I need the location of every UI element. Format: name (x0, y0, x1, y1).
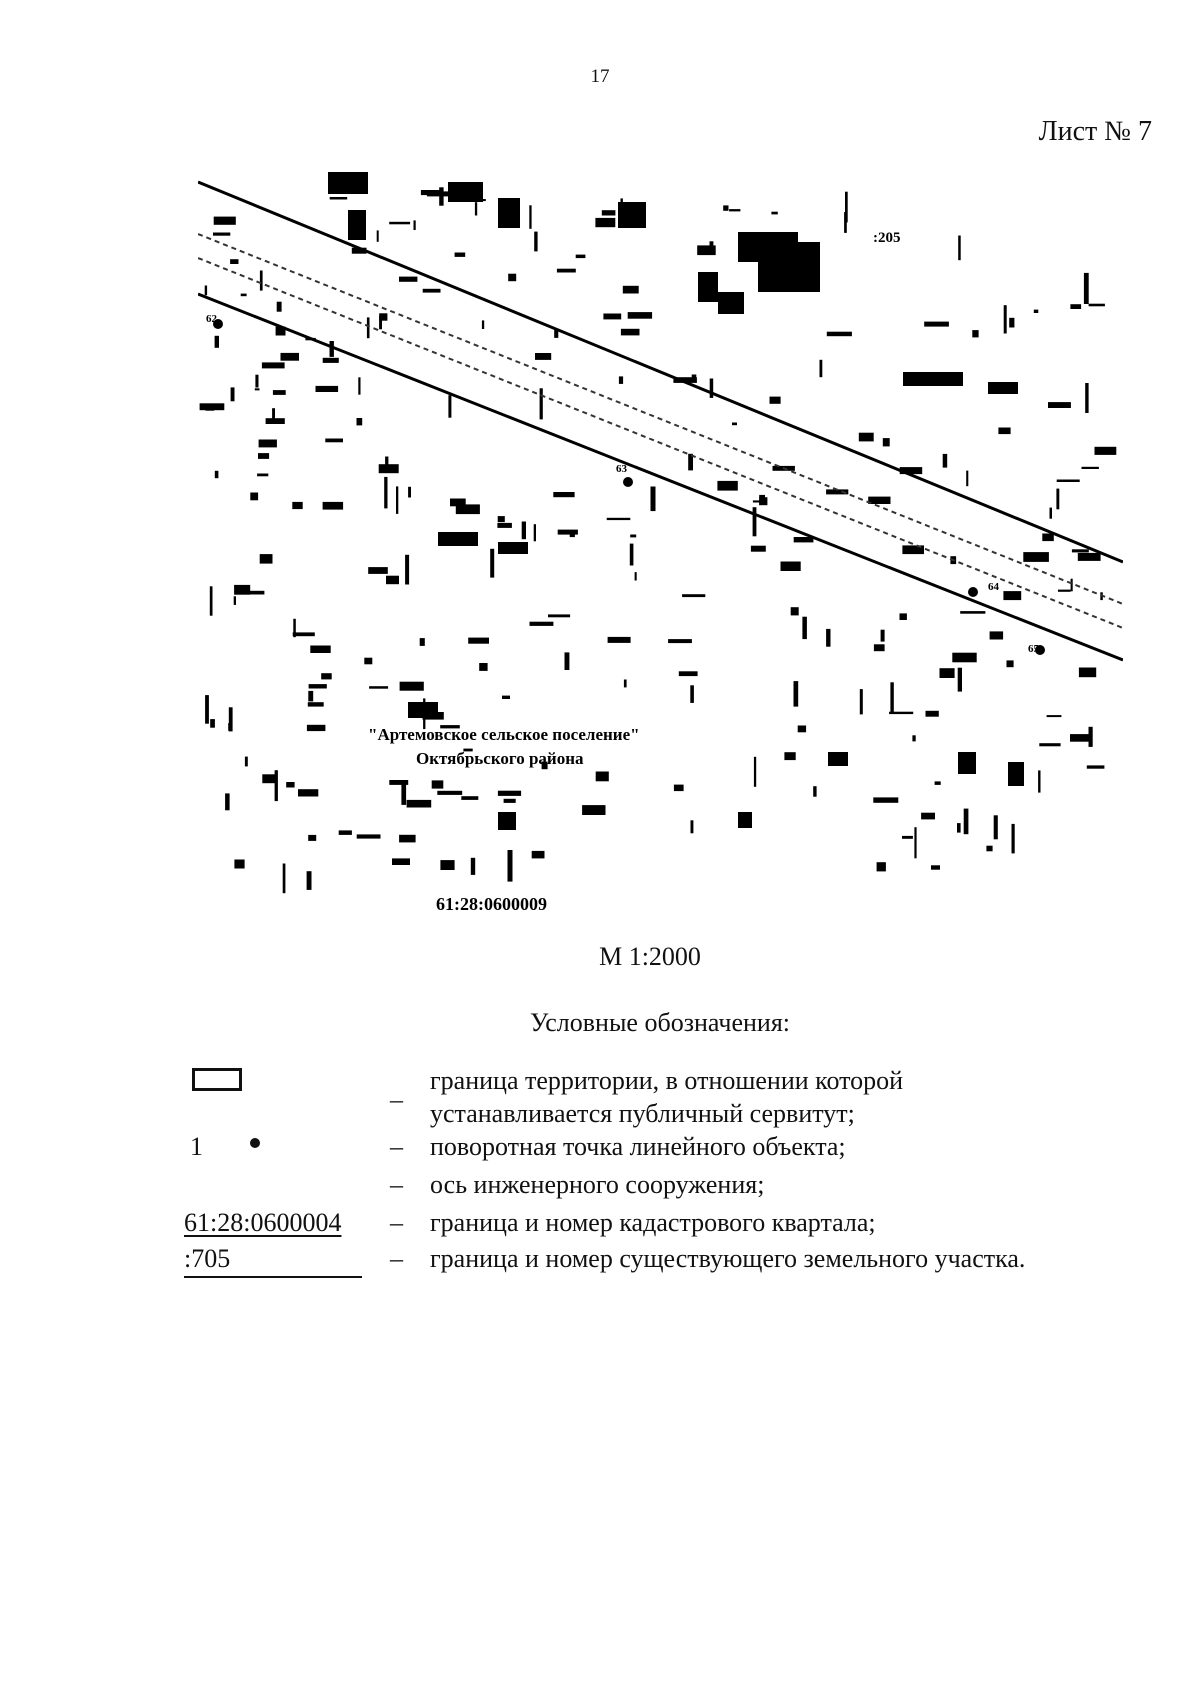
map-feature (364, 658, 372, 665)
legend-item-land-parcel (184, 1242, 1144, 1278)
map-feature (530, 622, 554, 626)
map-feature (323, 502, 344, 510)
map-feature (582, 805, 605, 815)
map-feature (960, 611, 985, 614)
map-feature (966, 471, 968, 487)
map-feature (1082, 467, 1099, 469)
map-feature (389, 780, 408, 785)
map-feature (259, 440, 277, 448)
map-feature (1087, 765, 1105, 768)
map-feature (844, 212, 847, 233)
map-feature (994, 815, 998, 839)
map-feature (245, 757, 248, 767)
servitude-boundary-symbol (184, 1064, 364, 1099)
map-building (328, 172, 368, 194)
quarter-number: 61:28:0600009 (436, 894, 547, 914)
map-feature (272, 408, 275, 423)
map-feature (998, 428, 1010, 435)
map-feature (214, 217, 236, 225)
legend-dash: – (390, 1132, 403, 1161)
map-feature (943, 454, 948, 468)
map-building (348, 210, 366, 240)
map-feature (213, 233, 230, 236)
map-feature (1048, 402, 1071, 408)
map-feature (820, 360, 823, 377)
map-feature (498, 791, 521, 796)
quarter-number-symbol: 61:28:0600004 (184, 1208, 342, 1237)
map-feature (1058, 590, 1071, 592)
map-feature (482, 320, 484, 329)
map-feature (532, 851, 545, 859)
map-feature (958, 236, 961, 261)
map-feature (497, 523, 512, 528)
legend-item-engineering-axis (184, 1168, 1144, 1206)
map-feature (396, 486, 398, 514)
map-feature (330, 197, 348, 200)
map-feature (827, 332, 852, 337)
map-feature (210, 586, 213, 615)
map-feature (307, 725, 326, 731)
map-feature (1012, 824, 1015, 854)
map-feature (234, 596, 236, 605)
map-feature (534, 524, 536, 541)
map-feature (399, 835, 416, 843)
map-feature (635, 572, 637, 580)
legend-title: Условные обозначения: (529, 1008, 791, 1037)
page-number: 17 (590, 66, 610, 87)
map-feature (384, 477, 387, 509)
map-feature (990, 631, 1004, 639)
map-feature (868, 497, 890, 504)
point-dot-icon (250, 1138, 260, 1148)
map-feature (205, 286, 207, 296)
map-building (498, 542, 528, 554)
map-feature (432, 780, 444, 788)
map-building (438, 532, 478, 546)
legend-text: устанавливается публичный сервитут; (430, 1099, 855, 1128)
map-feature (358, 377, 360, 394)
map-feature (794, 681, 799, 707)
map-feature (548, 614, 570, 617)
map-feature (874, 644, 885, 651)
map-feature (759, 497, 767, 505)
map-building (448, 182, 483, 202)
map-feature (379, 313, 387, 320)
map-feature (972, 330, 978, 337)
map-feature (367, 317, 370, 338)
map-feature (1047, 715, 1062, 717)
turning-points (206, 313, 1045, 655)
rectangle-symbol-icon (192, 1068, 242, 1091)
map-feature (914, 827, 916, 858)
map-feature (1078, 553, 1101, 561)
map-feature (215, 336, 219, 348)
map-feature (369, 686, 388, 689)
map-feature (273, 390, 286, 395)
map-feature (368, 567, 388, 574)
cadastral-map (198, 172, 1123, 952)
map-feature (389, 222, 410, 225)
map-feature (255, 375, 258, 388)
map-feature (1095, 447, 1117, 455)
map-feature (890, 682, 893, 712)
map-feature (1003, 591, 1021, 600)
map-feature (1089, 304, 1105, 307)
map-feature (377, 230, 379, 241)
sheet-label: Лист № 7 (1038, 116, 1152, 147)
map-feature (1057, 480, 1080, 483)
map-feature (461, 796, 478, 800)
legend (184, 1064, 1144, 1278)
point-label-63: 63 (616, 463, 627, 475)
map-feature (262, 362, 285, 368)
map-feature (877, 862, 886, 871)
map-feature (309, 684, 327, 688)
map-feature (602, 210, 616, 215)
map-feature (316, 386, 339, 392)
legend-dash: – (390, 1208, 403, 1237)
map-feature (682, 594, 705, 597)
map-feature (258, 453, 269, 459)
map-feature (751, 546, 766, 552)
map-feature (771, 212, 777, 215)
point-label-62: 62 (206, 313, 217, 325)
map-feature (900, 613, 907, 620)
map-feature (628, 312, 652, 319)
map-feature (881, 630, 885, 642)
map-feature (230, 259, 238, 264)
map-feature (1034, 310, 1039, 313)
map-feature (813, 786, 816, 797)
map-feature (1079, 668, 1096, 678)
engineering-axis-dashed-2 (198, 258, 1123, 628)
point-number-symbol: 1 (190, 1132, 203, 1161)
map-feature (1070, 734, 1092, 742)
map-feature (1084, 273, 1089, 304)
map-feature (321, 673, 332, 679)
map-feature (479, 663, 487, 671)
map-feature (437, 791, 462, 795)
map-building (618, 202, 646, 228)
map-feature (234, 585, 250, 595)
map-feature (206, 407, 215, 411)
map-feature (753, 507, 757, 536)
map-feature (392, 858, 410, 865)
map-feature (791, 607, 799, 615)
map-feature (205, 695, 209, 724)
map-feature (902, 836, 913, 839)
map-feature (407, 800, 432, 808)
legend-item-turning-point (184, 1130, 1144, 1168)
map-feature (931, 865, 940, 869)
map-feature (241, 294, 247, 297)
map-feature (400, 682, 424, 691)
map-feature (498, 516, 505, 522)
turning-point-63 (623, 477, 633, 487)
map-building (828, 752, 848, 766)
map-feature (786, 286, 791, 291)
map-feature (225, 793, 230, 810)
map-feature (357, 834, 381, 838)
map-feature (826, 629, 830, 647)
map-feature (308, 702, 324, 706)
map-feature (440, 860, 454, 870)
map-feature (1056, 489, 1059, 510)
servitude-boundary-south (198, 294, 1123, 660)
map-feature (1071, 579, 1073, 592)
map-feature (608, 637, 631, 643)
map-feature (1009, 318, 1014, 328)
map-feature (231, 387, 235, 401)
settlement-name-line1: "Артемовское сельское поселение" (368, 725, 640, 744)
legend-text: граница территории, в отношении которой (430, 1066, 904, 1095)
map-feature (339, 830, 352, 835)
map-feature (229, 707, 233, 731)
map-feature (408, 487, 411, 498)
map-feature (508, 274, 516, 282)
map-feature (802, 617, 807, 639)
map-feature (266, 418, 285, 424)
map-feature (1070, 304, 1081, 309)
map-feature (255, 388, 260, 390)
map-feature (275, 770, 278, 801)
point-label-65: 65 (1028, 643, 1039, 655)
map-feature (379, 464, 399, 473)
map-feature (668, 639, 692, 643)
map-feature (504, 799, 516, 803)
map-feature (1023, 552, 1049, 562)
map-feature (325, 439, 343, 443)
map-feature (781, 562, 801, 572)
map-feature (439, 187, 443, 205)
map-feature (957, 823, 961, 833)
map-feature (414, 220, 416, 230)
map-feature (964, 809, 969, 835)
map-feature (529, 205, 531, 229)
map-building (958, 752, 976, 774)
map-feature (1042, 534, 1054, 542)
map-feature (603, 314, 621, 320)
map-feature (873, 797, 898, 802)
map-feature (471, 858, 475, 875)
map-feature (679, 671, 698, 676)
map-feature (215, 471, 219, 478)
map-feature (565, 652, 570, 670)
map-feature (257, 474, 268, 477)
map-feature (1038, 770, 1040, 792)
engineering-axis-dashed (198, 234, 1123, 604)
map-building (718, 292, 744, 314)
legend-item-cadastral-quarter (184, 1206, 1144, 1242)
map-feature (729, 209, 740, 211)
map-feature (323, 358, 339, 363)
map-scale: М 1:2000 (599, 942, 701, 971)
map-feature (508, 850, 513, 882)
map-feature (1007, 660, 1014, 667)
point-label-64: 64 (988, 581, 999, 593)
map-building (903, 372, 963, 386)
map-feature (630, 535, 636, 538)
map-feature (405, 555, 409, 585)
map-feature (595, 218, 615, 227)
map-feature (260, 271, 263, 291)
parcel-underline (184, 1276, 362, 1278)
map-feature (260, 554, 273, 564)
map-feature (607, 518, 631, 520)
map-feature (940, 668, 955, 678)
map-feature (889, 712, 913, 714)
map-feature (298, 789, 318, 796)
turning-point-64 (968, 587, 978, 597)
map-feature (952, 653, 976, 663)
map-feature (986, 846, 992, 852)
map-feature (935, 781, 941, 785)
map-feature (1089, 727, 1093, 747)
map-feature (630, 544, 634, 566)
map-feature (619, 376, 623, 384)
map-building (498, 812, 516, 830)
map-feature (621, 329, 640, 336)
map-feature (717, 481, 737, 491)
legend-dash: – (390, 1244, 403, 1273)
map-feature (277, 302, 282, 312)
map-feature (308, 835, 316, 841)
map-feature (621, 198, 623, 204)
map-feature (926, 711, 939, 717)
map-feature (691, 820, 694, 833)
map-feature (883, 438, 890, 446)
map-feature (732, 423, 737, 426)
map-building (798, 242, 820, 292)
map-building (1008, 762, 1024, 786)
legend-dash: _ (390, 1076, 403, 1105)
map-feature (386, 576, 399, 585)
map-building (498, 198, 520, 228)
map-feature (1004, 305, 1007, 333)
legend-dash: – (390, 1170, 403, 1199)
map-feature (557, 269, 576, 273)
map-feature (859, 433, 874, 442)
map-feature (1050, 508, 1053, 519)
map-feature (481, 199, 486, 201)
map-feature (210, 719, 215, 728)
map-buildings (200, 172, 1117, 893)
map-feature (958, 668, 962, 692)
map-feature (723, 205, 728, 210)
map-feature (576, 255, 586, 259)
map-feature (912, 735, 915, 741)
map-feature (456, 504, 480, 514)
map-feature (1039, 743, 1060, 746)
parcel-label: :205 (873, 230, 901, 246)
legend-text: граница и номер существующего земельного участка. (430, 1244, 1026, 1273)
map-feature (448, 395, 451, 418)
map-feature (522, 522, 526, 540)
map-feature (651, 487, 656, 512)
map-feature (308, 691, 313, 702)
legend-text: ось инженерного сооружения; (430, 1170, 765, 1199)
map-feature (558, 530, 578, 535)
map-feature (1072, 549, 1089, 552)
map-feature (423, 289, 441, 293)
map-feature (420, 638, 425, 646)
map-feature (490, 549, 494, 578)
map-feature (534, 232, 537, 252)
map-feature (596, 772, 609, 782)
map-feature (690, 685, 694, 703)
map-feature (798, 726, 806, 733)
map-feature (234, 860, 244, 869)
map-feature (250, 493, 258, 501)
map-feature (674, 785, 684, 792)
map-feature (468, 638, 489, 644)
settlement-name-line2: Октябрьского района (416, 749, 584, 768)
map-feature (770, 397, 781, 404)
parcel-number-symbol: :705 (184, 1244, 231, 1273)
map-building (738, 812, 752, 828)
map-feature (310, 646, 330, 654)
map-feature (475, 202, 477, 215)
map-feature (553, 492, 574, 497)
map-feature (399, 277, 417, 282)
map-feature (283, 864, 286, 894)
map-feature (357, 418, 363, 425)
map-feature (781, 269, 783, 276)
map-feature (502, 696, 510, 699)
legend-item-servitude-boundary (184, 1064, 1144, 1130)
map-feature (754, 757, 756, 787)
map-feature (924, 322, 949, 327)
map-building (698, 272, 718, 302)
map-feature (540, 388, 543, 419)
map-feature (623, 286, 639, 294)
map-feature (860, 689, 863, 714)
map-feature (423, 712, 444, 720)
map-feature (1085, 383, 1088, 413)
map-feature (624, 680, 627, 688)
map-feature (307, 871, 312, 890)
map-feature (535, 353, 551, 360)
legend-text: поворотная точка линейного объекта; (430, 1132, 846, 1161)
map-feature (293, 632, 315, 636)
map-feature (262, 774, 276, 783)
map-feature (286, 782, 294, 788)
legend-text: граница и номер кадастрового квартала; (430, 1208, 876, 1237)
map-feature (784, 752, 795, 760)
map-feature (455, 253, 466, 257)
map-feature (921, 813, 935, 820)
map-building (988, 382, 1018, 394)
map-feature (421, 190, 440, 195)
map-feature (292, 502, 302, 509)
map-feature (710, 241, 714, 249)
map-feature (281, 353, 300, 361)
